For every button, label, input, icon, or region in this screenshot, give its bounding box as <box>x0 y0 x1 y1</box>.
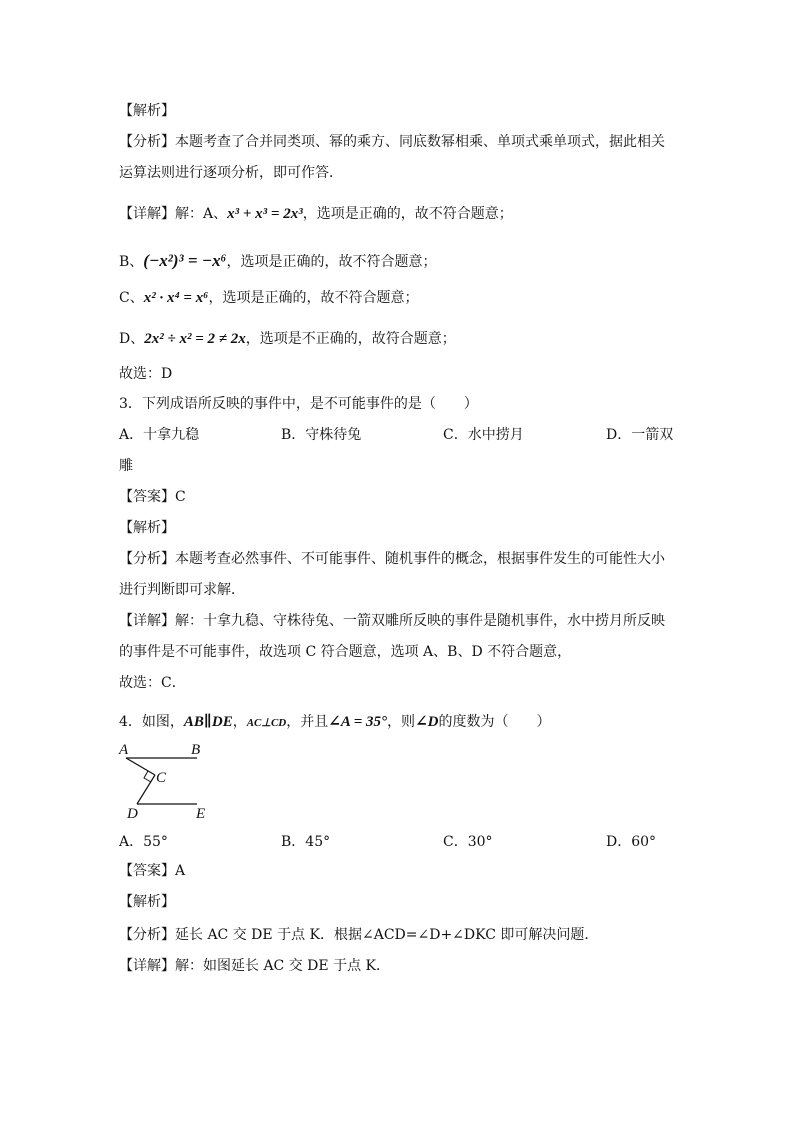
q4-analysis: 【分析】延长 AC 交 DE 于点 K．根据∠ACD=∠D+∠DKC 即可解决问题． <box>119 927 599 943</box>
q3-stem: 3．下列成语所反映的事件中，是不可能事件的是（ ） <box>119 396 478 412</box>
q4-separator: ， <box>232 714 247 730</box>
q2-detail-a <box>119 204 513 224</box>
q3-option-b: B．守株待兔 <box>281 427 362 443</box>
q2-d-comment: ，选项是不正确的，故符合题意； <box>245 331 456 347</box>
q3-jiexi-heading: 【解析】 <box>119 520 175 536</box>
q4-math-perpendicular: AC⊥CD <box>246 717 287 729</box>
q4-math-angle-a: ∠A = 35° <box>328 714 388 730</box>
q4-stem <box>119 712 550 733</box>
q4-math-angle-d: ∠D <box>415 714 439 730</box>
q3-option-d-wrap: 雕 <box>119 458 133 474</box>
q4-geometry-figure <box>113 738 223 824</box>
q2-c-prefix: C、 <box>119 290 144 306</box>
q2-formula-a: x³ + x³ = 2x³ <box>227 206 303 222</box>
q2-b-comment: ，选项是正确的，故不符合题意； <box>226 254 437 270</box>
q4-stem-part-1: 4．如图， <box>119 714 184 730</box>
line-ac <box>126 758 155 775</box>
q3-option-d: D．一箭双 <box>606 427 674 443</box>
q2-detail-b <box>119 251 437 272</box>
label-b: B <box>191 742 201 758</box>
q4-stem-part-3: ，则 <box>387 714 416 730</box>
q2-conclusion: 故选：D <box>119 366 173 382</box>
q2-jiexi-heading: 【解析】 <box>119 103 175 119</box>
q2-formula-c: x² · x⁴ = x⁶ <box>143 290 209 306</box>
q4-jiexi-heading: 【解析】 <box>119 894 175 910</box>
q3-option-a: A．十拿九稳 <box>119 427 200 443</box>
q2-detail-prefix: 【详解】解：A、 <box>119 206 228 222</box>
q4-option-b: B．45° <box>281 834 331 850</box>
q3-analysis-line-1: 【分析】本题考查必然事件、不可能事件、随机事件的概念，根据事件发生的可能性大小 <box>119 551 665 567</box>
q2-c-comment: ，选项是正确的，故不符合题意； <box>208 290 419 306</box>
q4-detail: 【详解】解：如图延长 AC 交 DE 于点 K． <box>119 958 390 974</box>
q2-formula-b: (−x²)³ = −x⁶ <box>143 251 227 270</box>
q3-detail-line-1: 【详解】解：十拿九稳、守株待兔、一箭双雕所反映的事件是随机事件，水中捞月所反映 <box>119 613 665 629</box>
q4-stem-part-4: 的度数为（ ） <box>438 714 551 730</box>
q2-detail-c <box>119 288 418 308</box>
q4-answer: 【答案】A <box>119 863 186 879</box>
q4-option-a: A．55° <box>119 834 168 850</box>
label-d: D <box>127 806 138 822</box>
q2-analysis-line-2: 运算法则进行逐项分析，即可作答． <box>119 165 343 181</box>
q3-conclusion: 故选：C． <box>119 675 186 691</box>
q2-detail-d <box>119 329 456 349</box>
q3-detail-line-2: 的事件是不可能事件，故选项 C 符合题意，选项 A、B、D 不符合题意， <box>119 644 572 660</box>
q2-b-prefix: B、 <box>119 254 144 270</box>
q3-analysis-line-2: 进行判断即可求解． <box>119 582 245 598</box>
q4-stem-part-2: ，并且 <box>286 714 329 730</box>
q3-option-c: C．水中捞月 <box>443 427 524 443</box>
q2-formula-d: 2x² ÷ x² = 2 ≠ 2x <box>144 331 246 347</box>
q4-option-c: C．30° <box>443 834 493 850</box>
q2-analysis-line-1: 【分析】本题考查了合并同类项、幂的乘方、同底数幂相乘、单项式乘单项式，据此相关 <box>119 134 665 150</box>
q2-d-prefix: D、 <box>119 331 145 347</box>
q3-answer: 【答案】C <box>119 489 186 505</box>
q2-a-comment: ，选项是正确的，故不符合题意； <box>302 206 513 222</box>
label-c: C <box>156 770 167 786</box>
q4-math-parallel: AB∥DE <box>183 714 233 730</box>
label-a: A <box>119 742 129 758</box>
label-e: E <box>196 806 206 822</box>
q4-option-d: D．60° <box>606 834 657 850</box>
